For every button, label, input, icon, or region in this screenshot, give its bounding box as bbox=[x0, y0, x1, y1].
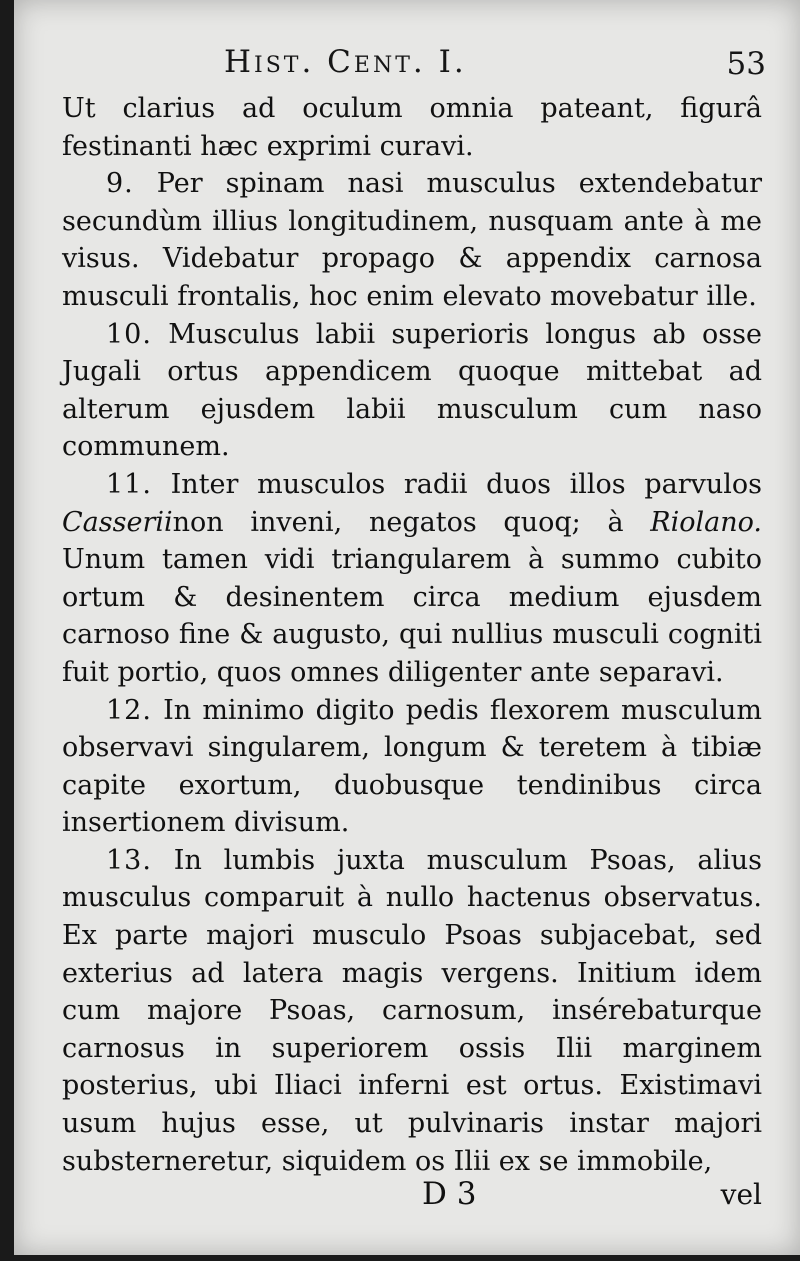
paragraph-text: Per spinam nasi musculus extendebatur secundùm illius longitudinem, nusquam ante à me visus. Videbatur propago & appendix carnosa musculi frontalis, hoc enim elevato movebatur ille. bbox=[62, 168, 762, 312]
running-head bbox=[14, 40, 800, 84]
paragraph-13 bbox=[62, 842, 762, 1180]
paragraph-number: 11. bbox=[106, 468, 152, 500]
intro-paragraph: Ut clarius ad oculum omnia pateant, figurâ festinanti hæc exprimi curavi. bbox=[62, 93, 762, 162]
catchword: vel bbox=[720, 1178, 762, 1211]
page-number: 53 bbox=[726, 46, 766, 82]
author-name-riolanus: Riolano. bbox=[650, 506, 762, 538]
paragraph-11 bbox=[62, 466, 762, 692]
paragraph-number: 12. bbox=[106, 694, 152, 726]
book-page bbox=[14, 0, 800, 1255]
page-footer bbox=[14, 1176, 800, 1216]
paragraph-9 bbox=[62, 165, 762, 315]
signature-mark: D 3 bbox=[422, 1176, 477, 1212]
paragraph-number: 10. bbox=[106, 318, 152, 350]
paragraph-text: In minimo digito pedis flexorem musculum observavi singularem, longum & teretem à tibiæ capite exortum, duobusque tendinibus circa insertionem divisum. bbox=[62, 694, 762, 839]
paragraph-text: In lumbis juxta musculum Psoas, alius musculus comparuit à nullo hactenus observatus. Ex parte majori musculo Psoas subjacebat, sed exterius ad latera magis vergens. Initium idem cum majore Psoas, carnosum, insérebaturque carnosus in superiorem ossis Ilii marginem posterius, ubi Iliaci inferni est ortus. Existimavi usum hujus esse, ut pulvinaris instar majori substerneretur, siquidem os Ilii ex se immobile, bbox=[62, 844, 762, 1177]
paragraph-10 bbox=[62, 316, 762, 466]
running-title: Hist. Cent. I. bbox=[224, 44, 467, 80]
body-text bbox=[62, 90, 762, 1180]
paragraph-number: 13. bbox=[106, 844, 152, 876]
paragraph-text: Musculus labii superioris longus ab osse Jugali ortus appendicem quoque mittebat ad alterum ejusdem labii musculum cum naso communem. bbox=[62, 318, 762, 463]
paragraph-text: Inter musculos radii duos illos parvulos bbox=[170, 468, 762, 500]
paragraph-12 bbox=[62, 692, 762, 842]
paragraph-text: non inveni, negatos quoq; à bbox=[172, 506, 624, 538]
author-name-casserius: Casserii bbox=[62, 506, 173, 538]
paragraph-text: Unum tamen vidi triangularem à summo cubito ortum & desinentem circa medium ejusdem carnoso fine & augusto, qui nullius musculi cogniti fuit portio, quos omnes diligenter ante separavi. bbox=[62, 544, 762, 688]
paragraph-number: 9. bbox=[106, 168, 134, 200]
